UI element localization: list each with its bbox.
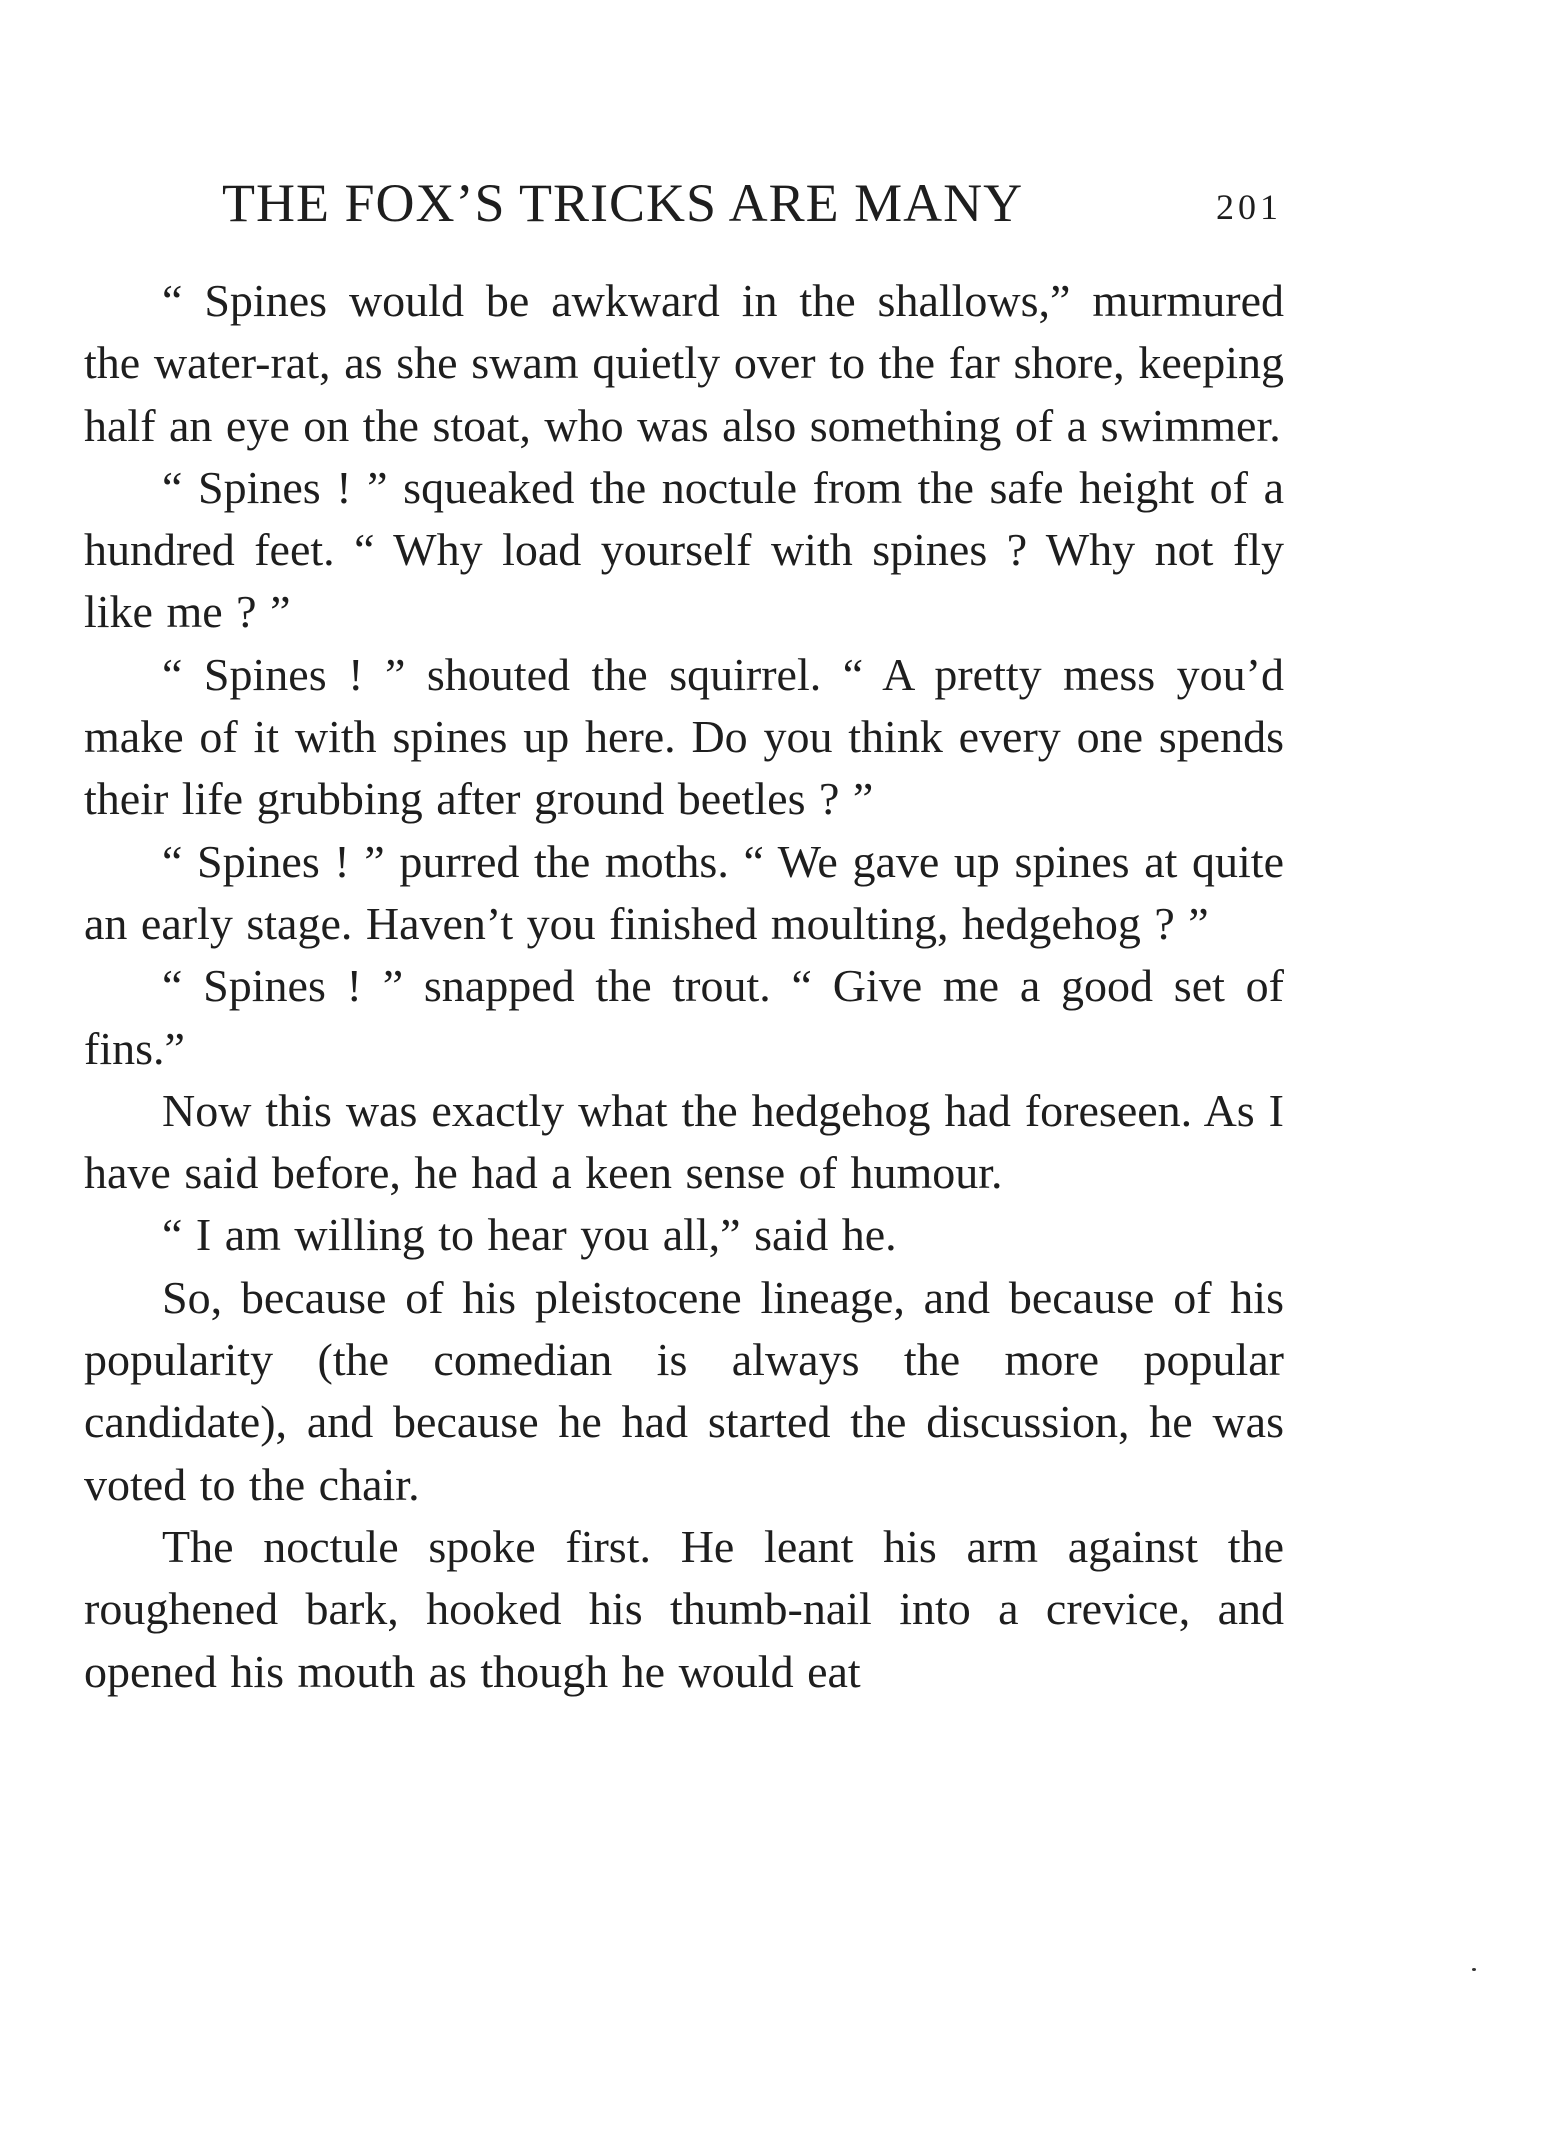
paragraph: Now this was exactly what the hedgehog had foreseen. As I have said before, he had a keen sense of humour. — [84, 1084, 1284, 1199]
paragraph: “ Spines ! ” squeaked the noctule from the safe height of a hundred feet. “ Why load yourself with spines ? Why not fly like me ? ” — [84, 461, 1284, 638]
paragraph: “ Spines ! ” shouted the squirrel. “ A pretty mess you’d make of it with spines up here. Do you think every one spends their life grubbing after ground beetles ? ” — [84, 648, 1284, 825]
paragraph: The noctule spoke first. He leant his arm against the roughened bark, hooked his thumb-nail into a crevice, and opened his mouth as though he would eat — [84, 1520, 1284, 1697]
body-text — [84, 270, 1284, 1703]
paragraph: “ I am willing to hear you all,” said he. — [162, 1209, 897, 1261]
running-head — [222, 168, 1282, 238]
paper-speck — [1472, 1968, 1476, 1971]
paragraph: So, because of his pleistocene lineage, and because of his popularity (the comedian is always the more popular candidate), and because he had started the discussion, he was voted to the chair. — [84, 1271, 1284, 1510]
paragraph: “ Spines ! ” purred the moths. “ We gave up spines at quite an early stage. Haven’t you finished moulting, hedgehog ? ” — [84, 835, 1284, 949]
page-number: 201 — [1216, 187, 1282, 227]
paragraph: “ Spines would be awkward in the shallows,” murmured the water-rat, as she swam quietly over to the far shore, keeping half an eye on the stoat, who was also something of a swimmer. — [84, 275, 1284, 451]
paragraph: “ Spines ! ” snapped the trout. “ Give me a good set of fins.” — [84, 960, 1284, 1074]
running-title: THE FOX’S TRICKS ARE MANY — [222, 173, 1024, 233]
